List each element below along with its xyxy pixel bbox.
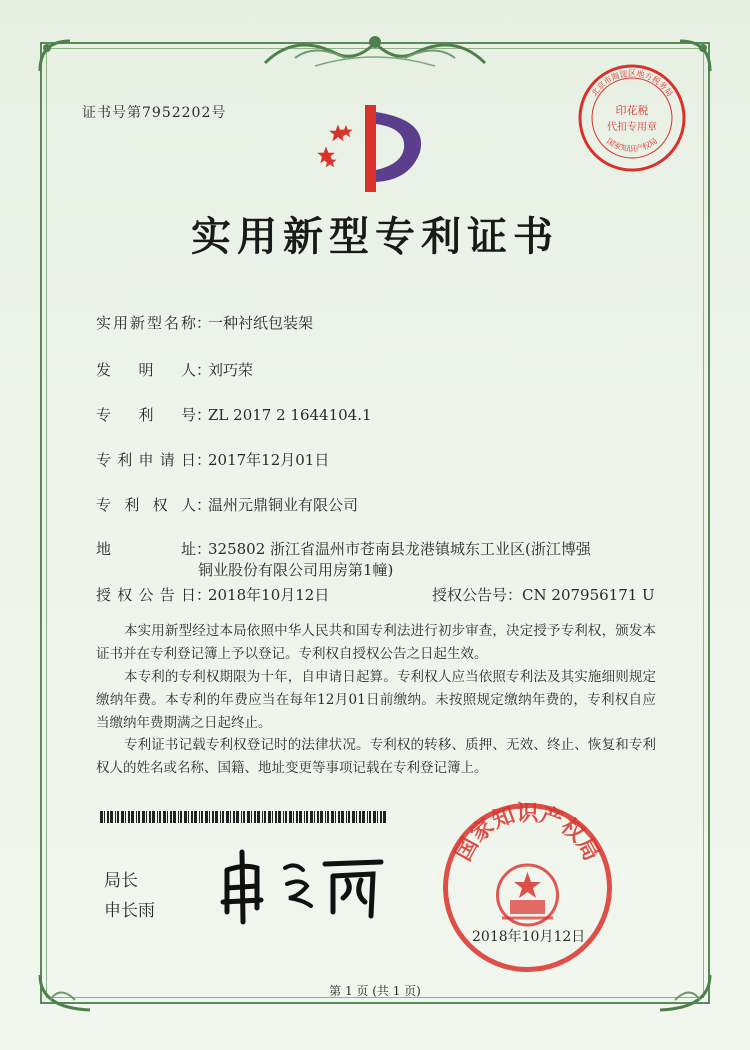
field-label: 专利申请日 <box>96 451 196 469</box>
field-patent-number: 专利号：ZL 2017 2 1644104.1 <box>96 406 372 424</box>
field-value: ZL 2017 2 1644104.1 <box>208 406 372 424</box>
certificate-number: 证书号第7952202号 <box>82 105 227 121</box>
top-ornament-icon <box>255 28 495 73</box>
field-grant-number: 授权公告号：CN 207956171 U <box>432 586 655 604</box>
field-value: 刘巧荣 <box>208 361 254 379</box>
barcode-icon <box>100 811 390 823</box>
corner-ornament-icon <box>35 36 75 76</box>
field-grant-date: 授权公告日：2018年10月12日 <box>96 586 330 604</box>
field-address: 地址：325802 浙江省温州市苍南县龙港镇城东工业区(浙江博强 <box>96 540 591 558</box>
field-label: 授权公告日 <box>96 586 196 604</box>
body-paragraph: 专利证书记载专利权登记时的法律状况。专利权的转移、质押、无效、终止、恢复和专利权人的姓名或名称、国籍、地址变更等事项记载在专利登记簿上。 <box>96 737 656 776</box>
official-seal-icon <box>440 800 615 975</box>
field-value: 一种衬纸包装架 <box>208 314 314 332</box>
field-value: CN 207956171 U <box>522 586 655 604</box>
field-value: 2018年10月12日 <box>208 586 330 604</box>
field-value: 325802 浙江省温州市苍南县龙港镇城东工业区(浙江博强 <box>208 540 591 558</box>
svg-text:代扣专用章: 代扣专用章 <box>607 122 657 133</box>
svg-text:印花税: 印花税 <box>615 104 649 117</box>
field-label: 实用新型名称 <box>96 314 196 332</box>
handwritten-signature-icon <box>215 840 390 925</box>
field-name: 实用新型名称：一种衬纸包装架 <box>96 314 314 332</box>
page-title: 实用新型专利证书 <box>191 213 559 260</box>
field-filing-date: 专利申请日：2017年12月01日 <box>96 451 330 469</box>
field-value: 温州元鼎铜业有限公司 <box>208 496 359 514</box>
field-label: 授权公告号 <box>432 586 508 604</box>
svg-text:国家知识产权局: 国家知识产权局 <box>451 801 604 866</box>
patent-office-logo-icon <box>310 100 430 200</box>
tax-stamp-seal-icon <box>576 62 688 174</box>
body-paragraph: 本专利的专利权期限为十年，自申请日起算。专利权人应当依照专利法及其实施细则规定缴纳年费。本专利的年费应当在每年12月01日前缴纳。未按照规定缴纳年费的，专利权自应当缴纳年费期满之日起终止。 <box>96 669 656 731</box>
field-holder: 专利权人：温州元鼎铜业有限公司 <box>96 496 359 514</box>
field-label: 发明人 <box>96 361 196 379</box>
svg-text:北京市海淀区地方税务局: 北京市海淀区地方税务局 <box>589 69 675 99</box>
field-value: 2017年12月01日 <box>208 451 330 469</box>
field-label: 专利号 <box>96 406 196 424</box>
svg-text:国家知识产权局: 国家知识产权局 <box>604 136 660 154</box>
field-inventor: 发明人：刘巧荣 <box>96 361 254 379</box>
field-address-continued: 铜业股份有限公司用房第1幢) <box>198 561 394 579</box>
field-label: 专利权人 <box>96 496 196 514</box>
seal-date: 2018年10月12日 <box>472 929 586 945</box>
director-name: 申长雨 <box>104 901 155 921</box>
director-title: 局长 <box>104 871 138 891</box>
field-label: 地址 <box>96 540 196 558</box>
body-paragraph: 本实用新型经过本局依照中华人民共和国专利法进行初步审查，决定授予专利权，颁发本证书并在专利登记簿上予以登记。专利权自授权公告之日起生效。 <box>96 623 656 662</box>
page-number: 第 1 页 (共 1 页) <box>329 984 421 998</box>
